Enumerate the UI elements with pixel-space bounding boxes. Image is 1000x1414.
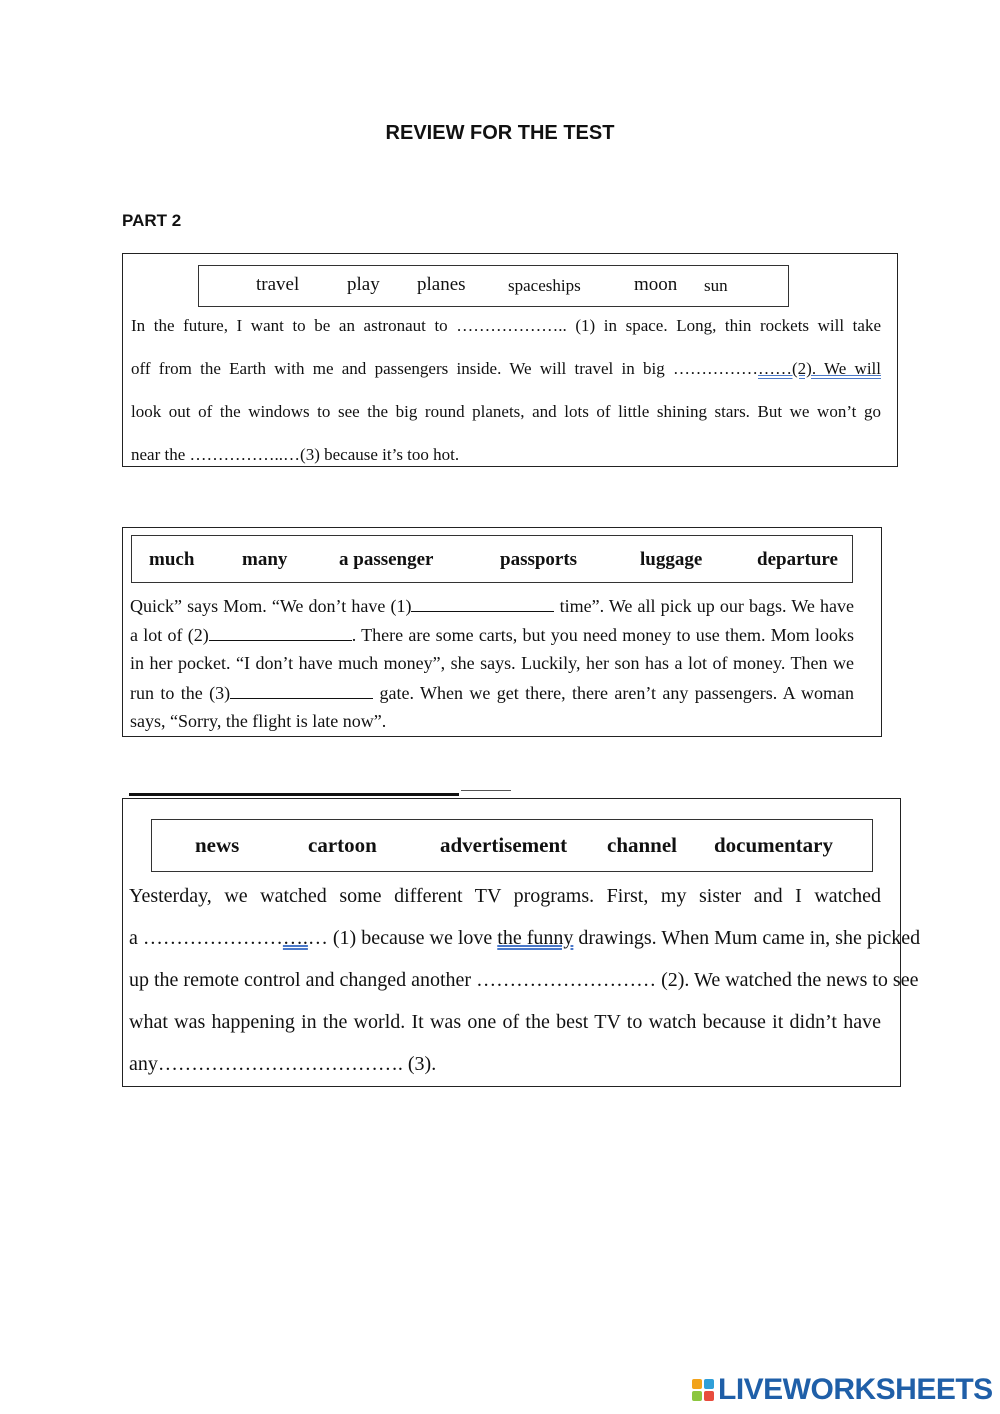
text-segment: . There are some carts, but you need money to use them. Mom looks — [351, 625, 854, 645]
text-line — [129, 969, 919, 992]
logo-tile — [692, 1391, 702, 1401]
text-segment: in her pocket. “I don’t have much money”, she says. Luckily, her son has a lot of money. Then we — [130, 653, 854, 673]
text-segment: off from the Earth with me and passengers inside. We will travel in big — [131, 359, 673, 378]
blank-3[interactable] — [230, 682, 373, 699]
text-line — [130, 682, 854, 704]
word-bank-1 — [198, 265, 789, 307]
text-segment: In the future, I want to be an astronaut to — [131, 316, 457, 335]
text-line — [129, 927, 921, 950]
text-segment: …. — [282, 927, 308, 949]
word-bank-item: sun — [704, 276, 728, 295]
text-segment: Quick” says Mom. “We don’t have (1) — [130, 596, 412, 616]
text-line — [129, 1053, 881, 1076]
text-line — [130, 653, 854, 674]
blank-2[interactable]: …………… — [673, 359, 758, 378]
exercise-2 — [122, 527, 882, 737]
text-segment: look out of the windows to see the big round planets, and lots of little shining stars. But we won’t go — [131, 402, 881, 421]
text-line — [130, 624, 854, 646]
word-bank-item: news — [195, 833, 240, 857]
text-segment: a lot of (2) — [130, 625, 209, 645]
text-line — [129, 1011, 881, 1034]
text-line — [129, 885, 881, 908]
word-bank-item: a passenger — [339, 549, 434, 570]
text-segment: drawings. When Mum came in, she picked — [573, 927, 921, 949]
text-segment: Yesterday, we watched some different TV programs. First, my sister and I watched — [129, 885, 881, 907]
word-bank-item: travel — [256, 274, 300, 295]
text-segment: the funny — [497, 927, 574, 949]
word-bank-item: spaceships — [508, 276, 581, 295]
word-bank-2 — [131, 535, 853, 583]
word-bank-3 — [151, 819, 873, 872]
blank-1[interactable]: ……………….. — [456, 316, 576, 335]
text-segment: any………………………………. (3). — [129, 1053, 437, 1075]
word-bank-item: moon — [634, 274, 678, 295]
logo-tile — [704, 1379, 714, 1389]
cropped-heading-remnant — [129, 793, 459, 800]
exercise-3 — [122, 798, 921, 1087]
page-title: REVIEW FOR THE TEST — [385, 122, 615, 144]
logo-tile — [692, 1379, 702, 1389]
text-line — [131, 445, 881, 465]
text-line — [130, 711, 854, 732]
word-bank-item: departure — [757, 549, 838, 570]
text-segment: says, “Sorry, the flight is late now”. — [130, 711, 387, 731]
text-segment: up the remote control and changed another ……………………… (2). We watched the news to see — [129, 969, 919, 991]
logo-tile — [704, 1391, 714, 1401]
text-segment: gate. When we get there, there aren’t any passengers. A woman — [373, 683, 854, 703]
word-bank-item: play — [347, 274, 380, 295]
word-bank-item: planes — [417, 274, 466, 295]
logo-grid-icon — [692, 1379, 714, 1401]
exercise-1 — [122, 253, 898, 467]
text-segment: run to the (3) — [130, 683, 231, 703]
word-bank-item: luggage — [640, 549, 703, 570]
logo-text: LIVEWORKSHEETS — [718, 1373, 993, 1406]
text-segment: time”. We all pick up our bags. We have — [554, 596, 854, 616]
text-line — [131, 402, 881, 422]
text-line — [131, 359, 881, 379]
text-segment: ……(2). We will — [758, 359, 881, 378]
text-segment: what was happening in the world. It was one of the best TV to watch because it didn’t have — [129, 1011, 881, 1033]
blank-1[interactable] — [411, 595, 554, 612]
word-bank-item: passports — [500, 549, 578, 570]
word-bank-item: advertisement — [440, 833, 568, 857]
word-bank-item: documentary — [714, 833, 833, 857]
blank-1[interactable]: a ………………… — [129, 927, 283, 949]
text-segment: … (1) because we love — [307, 927, 498, 949]
blank-3[interactable]: ……………..… — [189, 445, 301, 464]
part-heading: PART 2 — [122, 211, 182, 230]
text-line — [131, 316, 881, 336]
text-segment: (1) in space. Long, thin rockets will take — [575, 316, 881, 335]
word-bank-item: cartoon — [308, 833, 377, 857]
word-bank-item: much — [149, 549, 195, 570]
liveworksheets-logo — [692, 1374, 993, 1406]
cropped-heading-remnant — [461, 790, 511, 797]
text-line — [130, 595, 854, 617]
word-bank-item: many — [242, 549, 288, 570]
word-bank-item: channel — [607, 833, 678, 857]
text-segment: near the — [131, 445, 190, 464]
blank-2[interactable] — [209, 624, 352, 641]
text-segment: (3) because it’s too hot. — [300, 445, 460, 464]
